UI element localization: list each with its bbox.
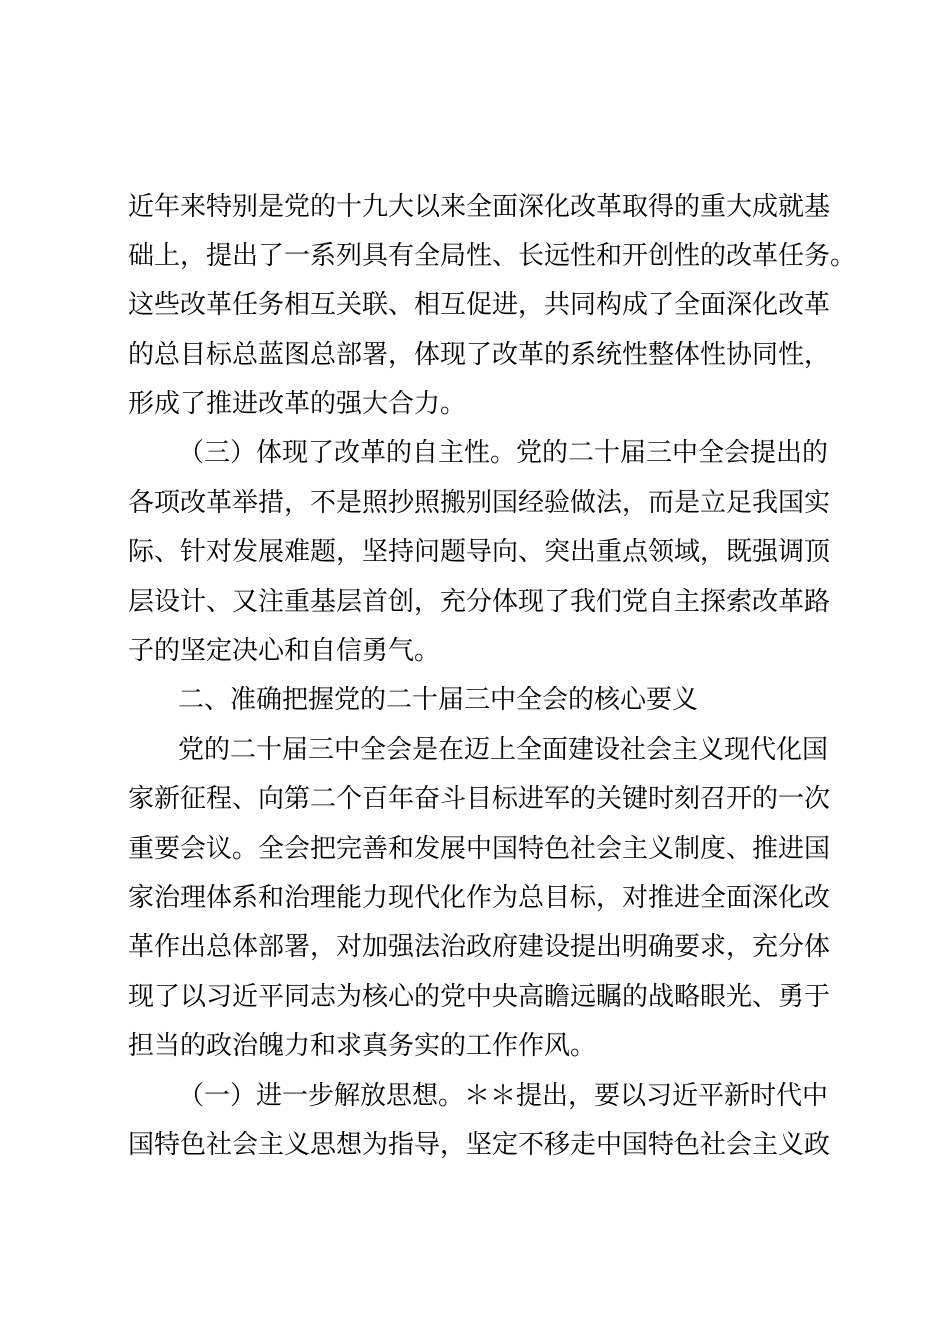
text-line: 国特色社会主义思想为指导，坚定不移走中国特色社会主义政: [128, 1130, 831, 1160]
text-line: 础上，提出了一系列具有全局性、长远性和开创性的改革任务。: [128, 241, 857, 271]
text-line: 现了以习近平同志为核心的党中央高瞻远瞩的战略眼光、勇于: [128, 982, 831, 1012]
text-line: 家治理体系和治理能力现代化作为总目标，对推进全面深化改: [128, 883, 831, 913]
text-line: 层设计、又注重基层首创，充分体现了我们党自主探索改革路: [128, 587, 831, 617]
chapter-heading: 二、准确把握党的二十届三中全会的核心要义: [178, 685, 699, 715]
text-line: 重要会议。全会把完善和发展中国特色社会主义制度、推进国: [128, 834, 831, 864]
text-line: 子的坚定决心和自信勇气。: [128, 636, 441, 666]
text-line: 的总目标总蓝图总部署，体现了改革的系统性整体性协同性，: [128, 340, 831, 370]
text-line: 家新征程、向第二个百年奋斗目标进军的关键时刻召开的一次: [128, 784, 831, 814]
text-line: 各项改革举措，不是照抄照搬别国经验做法，而是立足我国实: [128, 488, 831, 518]
section-heading-3: （三）体现了改革的自主性。党的二十届三中全会提出的: [178, 438, 829, 468]
paragraph-start: 党的二十届三中全会是在迈上全面建设社会主义现代化国: [178, 735, 829, 765]
section-heading-1: （一）进一步解放思想。＊＊提出，要以习近平新时代中: [178, 1081, 829, 1111]
text-line: 担当的政治魄力和求真务实的工作作风。: [128, 1031, 597, 1061]
text-line: 这些改革任务相互关联、相互促进，共同构成了全面深化改革: [128, 290, 831, 320]
text-line: 革作出总体部署，对加强法治政府建设提出明确要求，充分体: [128, 932, 831, 962]
text-line: 际、针对发展难题，坚持问题导向、突出重点领域，既强调顶: [128, 537, 831, 567]
text-line: 近年来特别是党的十九大以来全面深化改革取得的重大成就基: [128, 192, 831, 222]
text-line: 形成了推进改革的强大合力。: [128, 389, 467, 419]
